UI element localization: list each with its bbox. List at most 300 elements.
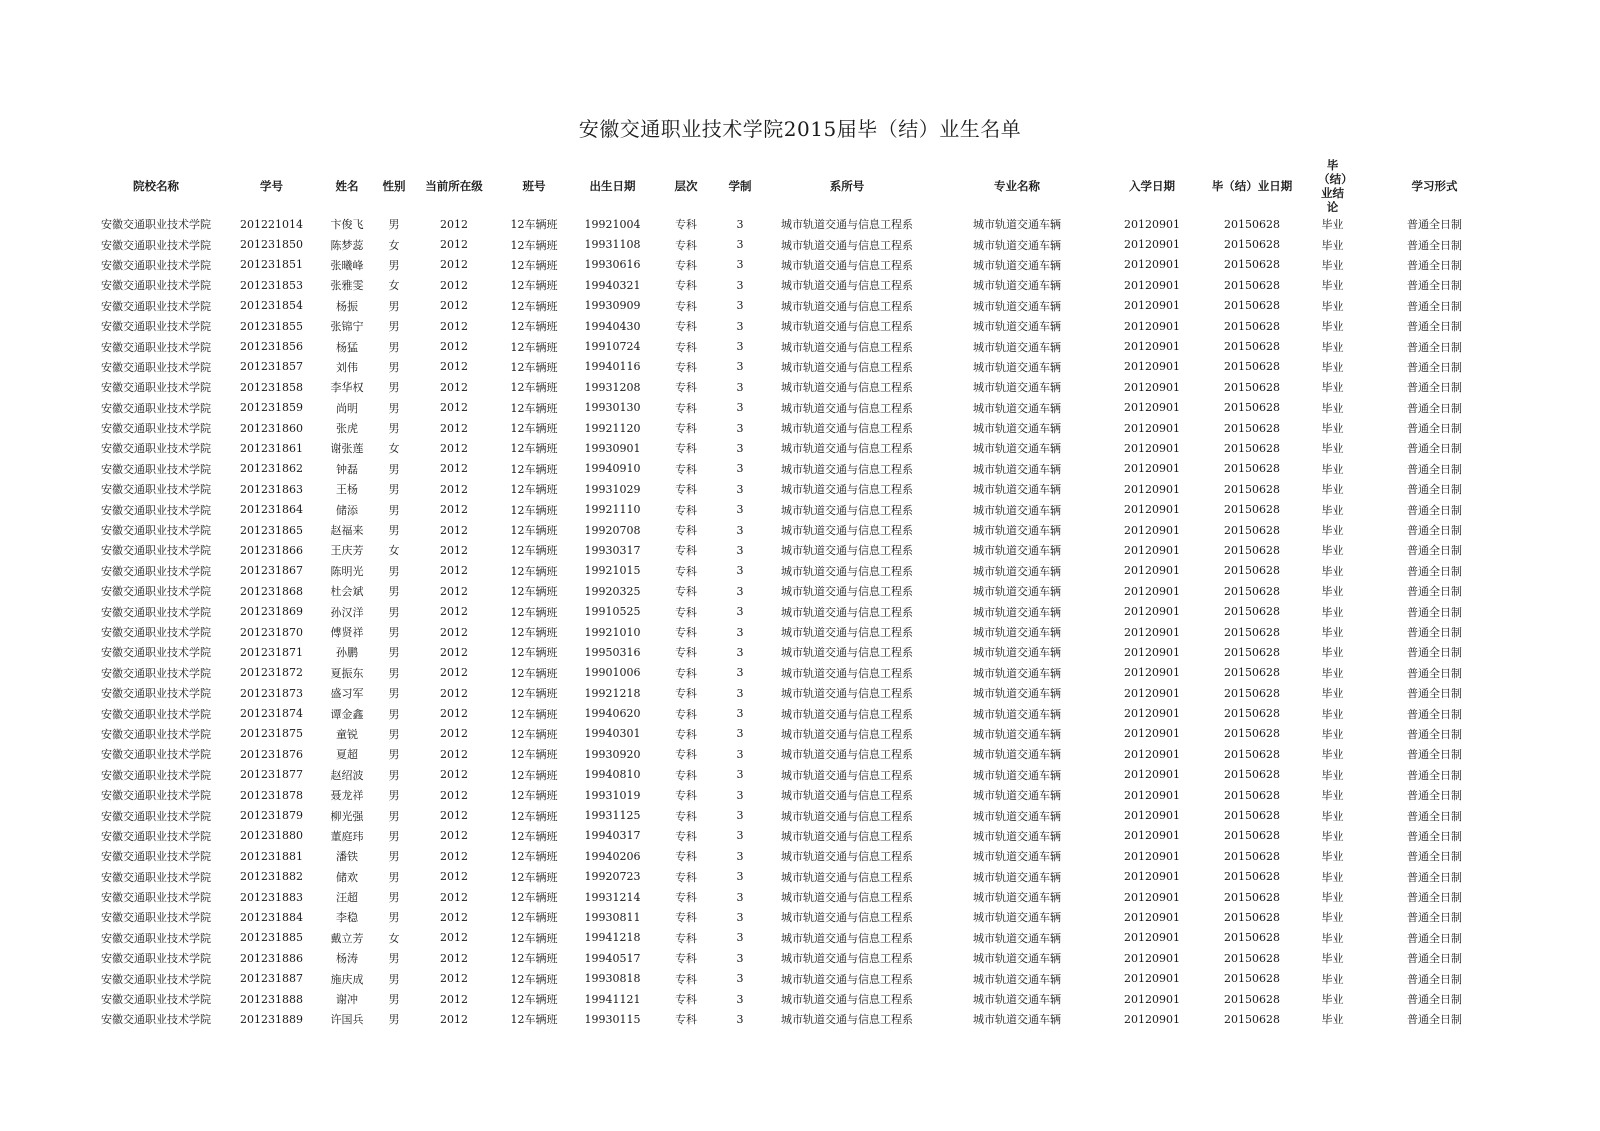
- cell-graduation-date: 20150628: [1224, 360, 1280, 374]
- cell-birth-date: 19940810: [584, 768, 641, 782]
- cell-department: 城市轨道交通与信息工程系: [781, 483, 913, 497]
- cell-graduation-conclusion: 毕业: [1321, 218, 1344, 232]
- document-title: 安徽交通职业技术学院2015届毕（结）业生名单: [578, 117, 1022, 141]
- cell-department: 城市轨道交通与信息工程系: [781, 279, 913, 293]
- cell-student-id: 201231854: [240, 299, 303, 313]
- cell-birth-date: 19921015: [584, 564, 641, 578]
- cell-gender: 男: [388, 789, 400, 803]
- cell-gender: 男: [388, 687, 400, 701]
- cell-department: 城市轨道交通与信息工程系: [781, 891, 913, 905]
- cell-level: 专科: [675, 952, 697, 966]
- table-row: [86, 642, 1506, 662]
- cell-student-id: 201231867: [240, 564, 303, 578]
- cell-duration: 3: [736, 870, 744, 884]
- cell-graduation-conclusion: 毕业: [1321, 381, 1344, 395]
- cell-birth-date: 19931214: [584, 890, 641, 904]
- cell-birth-date: 19930616: [584, 258, 641, 272]
- cell-major: 城市轨道交通车辆: [973, 218, 1061, 232]
- cell-department: 城市轨道交通与信息工程系: [781, 544, 913, 558]
- cell-duration: 3: [736, 951, 744, 965]
- cell-birth-date: 19921218: [584, 686, 641, 700]
- cell-gender: 女: [388, 544, 400, 558]
- cell-enroll-date: 20120901: [1124, 238, 1180, 252]
- cell-major: 城市轨道交通车辆: [973, 707, 1061, 721]
- cell-name: 童锐: [336, 727, 358, 741]
- cell-graduation-date: 20150628: [1224, 992, 1280, 1006]
- cell-school: 安徽交通职业技术学院: [101, 768, 211, 782]
- cell-name: 杜会斌: [330, 585, 364, 599]
- cell-graduation-date: 20150628: [1224, 788, 1280, 802]
- cell-student-id: 201231864: [240, 503, 303, 517]
- cell-class: 12车辆班: [510, 422, 558, 436]
- cell-gender: 男: [388, 340, 400, 354]
- cell-major: 城市轨道交通车辆: [973, 401, 1061, 415]
- cell-enroll-date: 20120901: [1124, 503, 1180, 517]
- col-header-student-id: 学号: [260, 179, 283, 193]
- cell-study-mode: 普通全日制: [1407, 585, 1462, 599]
- cell-graduation-conclusion: 毕业: [1321, 626, 1344, 639]
- cell-class: 12车辆班: [510, 524, 558, 538]
- cell-student-id: 201231859: [240, 401, 303, 415]
- table-row: [86, 357, 1506, 377]
- cell-enroll-date: 20120901: [1124, 564, 1180, 578]
- cell-birth-date: 19930909: [584, 299, 641, 313]
- cell-duration: 3: [736, 645, 744, 659]
- cell-level: 专科: [675, 585, 697, 599]
- cell-school: 安徽交通职业技术学院: [101, 911, 211, 925]
- cell-department: 城市轨道交通与信息工程系: [781, 462, 913, 476]
- cell-department: 城市轨道交通与信息工程系: [781, 320, 913, 334]
- cell-gender: 男: [388, 218, 400, 232]
- cell-level: 专科: [675, 809, 697, 823]
- table-row: [86, 724, 1506, 744]
- cell-birth-date: 19940206: [584, 849, 641, 863]
- cell-study-mode: 普通全日制: [1407, 340, 1462, 354]
- cell-level: 专科: [675, 218, 697, 232]
- cell-study-mode: 普通全日制: [1407, 524, 1462, 538]
- cell-gender: 男: [388, 483, 400, 497]
- cell-graduation-conclusion: 毕业: [1321, 666, 1344, 680]
- cell-student-id: 201231878: [240, 788, 303, 802]
- cell-gender: 男: [388, 320, 400, 334]
- cell-current-grade: 2012: [440, 645, 468, 659]
- cell-name: 刘伟: [336, 360, 358, 374]
- cell-school: 安徽交通职业技术学院: [101, 952, 211, 966]
- cell-graduation-date: 20150628: [1224, 829, 1280, 843]
- cell-school: 安徽交通职业技术学院: [101, 462, 211, 476]
- cell-class: 12车辆班: [510, 258, 558, 272]
- cell-level: 专科: [675, 544, 697, 558]
- cell-graduation-conclusion: 毕业: [1321, 340, 1344, 354]
- cell-enroll-date: 20120901: [1124, 992, 1180, 1006]
- cell-class: 12车辆班: [510, 911, 558, 925]
- cell-school: 安徽交通职业技术学院: [101, 320, 211, 334]
- cell-duration: 3: [736, 1012, 744, 1026]
- cell-birth-date: 19940321: [584, 278, 641, 292]
- cell-name: 施庆成: [330, 972, 364, 986]
- cell-name: 储添: [336, 503, 358, 517]
- cell-enroll-date: 20120901: [1124, 278, 1180, 292]
- cell-class: 12车辆班: [510, 218, 558, 232]
- cell-graduation-date: 20150628: [1224, 747, 1280, 761]
- cell-school: 安徽交通职业技术学院: [101, 524, 211, 538]
- cell-major: 城市轨道交通车辆: [973, 238, 1061, 252]
- cell-birth-date: 19921010: [584, 625, 641, 639]
- cell-duration: 3: [736, 972, 744, 986]
- cell-graduation-date: 20150628: [1224, 462, 1280, 476]
- cell-school: 安徽交通职业技术学院: [101, 972, 211, 986]
- cell-department: 城市轨道交通与信息工程系: [781, 605, 913, 619]
- cell-birth-date: 19901006: [584, 666, 641, 680]
- cell-birth-date: 19931108: [584, 238, 641, 252]
- cell-level: 专科: [675, 320, 697, 334]
- cell-student-id: 201231885: [240, 931, 303, 945]
- cell-major: 城市轨道交通车辆: [973, 544, 1061, 558]
- cell-enroll-date: 20120901: [1124, 747, 1180, 761]
- cell-duration: 3: [736, 686, 744, 700]
- table-row: [86, 785, 1506, 805]
- cell-study-mode: 普通全日制: [1407, 870, 1462, 884]
- cell-department: 城市轨道交通与信息工程系: [781, 564, 913, 578]
- cell-graduation-date: 20150628: [1224, 258, 1280, 272]
- cell-enroll-date: 20120901: [1124, 870, 1180, 884]
- cell-department: 城市轨道交通与信息工程系: [781, 524, 913, 538]
- cell-school: 安徽交通职业技术学院: [101, 585, 211, 599]
- cell-graduation-date: 20150628: [1224, 849, 1280, 863]
- cell-graduation-conclusion: 毕业: [1321, 299, 1344, 313]
- cell-study-mode: 普通全日制: [1407, 952, 1462, 966]
- cell-student-id: 201231856: [240, 340, 303, 354]
- cell-current-grade: 2012: [440, 707, 468, 721]
- cell-graduation-conclusion: 毕业: [1321, 564, 1344, 578]
- cell-duration: 3: [736, 380, 744, 394]
- cell-class: 12车辆班: [510, 401, 558, 415]
- cell-study-mode: 普通全日制: [1407, 687, 1462, 701]
- cell-current-grade: 2012: [440, 890, 468, 904]
- cell-major: 城市轨道交通车辆: [973, 666, 1061, 680]
- cell-study-mode: 普通全日制: [1407, 503, 1462, 517]
- cell-gender: 男: [388, 666, 400, 680]
- cell-study-mode: 普通全日制: [1407, 789, 1462, 803]
- cell-enroll-date: 20120901: [1124, 910, 1180, 924]
- cell-birth-date: 19940317: [584, 829, 641, 843]
- cell-study-mode: 普通全日制: [1407, 442, 1462, 456]
- cell-student-id: 201221014: [240, 217, 303, 231]
- cell-department: 城市轨道交通与信息工程系: [781, 626, 913, 639]
- cell-enroll-date: 20120901: [1124, 258, 1180, 272]
- table-row: [86, 316, 1506, 336]
- cell-level: 专科: [675, 340, 697, 354]
- cell-birth-date: 19910724: [584, 340, 641, 354]
- cell-department: 城市轨道交通与信息工程系: [781, 218, 913, 232]
- cell-student-id: 201231860: [240, 421, 303, 435]
- cell-birth-date: 19940620: [584, 707, 641, 721]
- cell-name: 李华权: [330, 381, 364, 395]
- cell-graduation-date: 20150628: [1224, 441, 1280, 455]
- cell-enroll-date: 20120901: [1124, 299, 1180, 313]
- cell-school: 安徽交通职业技术学院: [101, 299, 211, 313]
- table-row: [86, 622, 1506, 642]
- cell-graduation-conclusion: 毕业: [1321, 483, 1344, 497]
- cell-gender: 男: [388, 952, 400, 966]
- cell-student-id: 201231868: [240, 584, 303, 598]
- cell-major: 城市轨道交通车辆: [973, 320, 1061, 334]
- cell-major: 城市轨道交通车辆: [973, 524, 1061, 538]
- cell-birth-date: 19920723: [584, 870, 641, 884]
- cell-enroll-date: 20120901: [1124, 951, 1180, 965]
- cell-graduation-conclusion: 毕业: [1321, 707, 1344, 721]
- cell-class: 12车辆班: [510, 483, 558, 497]
- cell-name: 聂龙祥: [330, 789, 364, 803]
- cell-enroll-date: 20120901: [1124, 605, 1180, 619]
- cell-class: 12车辆班: [510, 503, 558, 517]
- cell-enroll-date: 20120901: [1124, 666, 1180, 680]
- cell-gender: 女: [388, 931, 400, 945]
- cell-birth-date: 19930317: [584, 543, 641, 557]
- cell-graduation-date: 20150628: [1224, 645, 1280, 659]
- cell-class: 12车辆班: [510, 381, 558, 395]
- cell-current-grade: 2012: [440, 340, 468, 354]
- cell-name: 董庭玮: [330, 829, 364, 843]
- cell-gender: 男: [388, 585, 400, 599]
- table-row: [86, 275, 1506, 295]
- cell-gender: 男: [388, 993, 400, 1007]
- cell-major: 城市轨道交通车辆: [973, 870, 1061, 884]
- cell-duration: 3: [736, 788, 744, 802]
- cell-student-id: 201231874: [240, 707, 303, 721]
- cell-current-grade: 2012: [440, 666, 468, 680]
- cell-school: 安徽交通职业技术学院: [101, 727, 211, 741]
- cell-name: 傅贤祥: [330, 626, 364, 639]
- cell-department: 城市轨道交通与信息工程系: [781, 381, 913, 395]
- col-header-enroll-date: 入学日期: [1129, 179, 1175, 193]
- cell-major: 城市轨道交通车辆: [973, 952, 1061, 966]
- cell-level: 专科: [675, 748, 697, 762]
- cell-name: 陈梦蕊: [330, 238, 364, 252]
- cell-enroll-date: 20120901: [1124, 890, 1180, 904]
- cell-major: 城市轨道交通车辆: [973, 605, 1061, 619]
- cell-duration: 3: [736, 849, 744, 863]
- cell-name: 杨猛: [336, 340, 358, 354]
- cell-school: 安徽交通职业技术学院: [101, 422, 211, 436]
- cell-graduation-conclusion: 毕业: [1321, 829, 1344, 843]
- cell-major: 城市轨道交通车辆: [973, 768, 1061, 782]
- cell-department: 城市轨道交通与信息工程系: [781, 585, 913, 599]
- cell-enroll-date: 20120901: [1124, 543, 1180, 557]
- cell-duration: 3: [736, 238, 744, 252]
- cell-department: 城市轨道交通与信息工程系: [781, 299, 913, 313]
- cell-enroll-date: 20120901: [1124, 829, 1180, 843]
- cell-level: 专科: [675, 727, 697, 741]
- cell-student-id: 201231858: [240, 380, 303, 394]
- cell-department: 城市轨道交通与信息工程系: [781, 360, 913, 374]
- cell-level: 专科: [675, 666, 697, 680]
- cell-major: 城市轨道交通车辆: [973, 748, 1061, 762]
- cell-school: 安徽交通职业技术学院: [101, 483, 211, 497]
- cell-level: 专科: [675, 503, 697, 517]
- cell-birth-date: 19931029: [584, 482, 641, 496]
- col-header-birth-date: 出生日期: [589, 179, 636, 193]
- cell-study-mode: 普通全日制: [1407, 891, 1462, 905]
- table-row: [86, 398, 1506, 418]
- cell-school: 安徽交通职业技术学院: [101, 360, 211, 374]
- cell-current-grade: 2012: [440, 258, 468, 272]
- cell-school: 安徽交通职业技术学院: [101, 931, 211, 945]
- cell-level: 专科: [675, 279, 697, 293]
- cell-major: 城市轨道交通车辆: [973, 279, 1061, 293]
- cell-graduation-date: 20150628: [1224, 972, 1280, 986]
- cell-student-id: 201231879: [240, 809, 303, 823]
- cell-graduation-conclusion: 毕业: [1321, 279, 1344, 293]
- cell-duration: 3: [736, 747, 744, 761]
- cell-name: 卞俊飞: [330, 218, 364, 232]
- cell-school: 安徽交通职业技术学院: [101, 809, 211, 823]
- cell-study-mode: 普通全日制: [1407, 544, 1462, 558]
- table-row: [86, 663, 1506, 683]
- cell-department: 城市轨道交通与信息工程系: [781, 666, 913, 680]
- cell-level: 专科: [675, 483, 697, 497]
- cell-school: 安徽交通职业技术学院: [101, 544, 211, 558]
- cell-school: 安徽交通职业技术学院: [101, 564, 211, 578]
- cell-duration: 3: [736, 340, 744, 354]
- cell-gender: 男: [388, 1013, 400, 1027]
- cell-school: 安徽交通职业技术学院: [101, 218, 211, 232]
- cell-class: 12车辆班: [510, 687, 558, 701]
- cell-class: 12车辆班: [510, 564, 558, 578]
- cell-gender: 男: [388, 707, 400, 721]
- cell-level: 专科: [675, 462, 697, 476]
- cell-level: 专科: [675, 789, 697, 803]
- cell-department: 城市轨道交通与信息工程系: [781, 789, 913, 803]
- cell-school: 安徽交通职业技术学院: [101, 646, 211, 660]
- cell-duration: 3: [736, 523, 744, 537]
- cell-graduation-date: 20150628: [1224, 238, 1280, 252]
- cell-study-mode: 普通全日制: [1407, 483, 1462, 497]
- cell-level: 专科: [675, 564, 697, 578]
- cell-graduation-date: 20150628: [1224, 319, 1280, 333]
- cell-level: 专科: [675, 422, 697, 436]
- cell-graduation-date: 20150628: [1224, 421, 1280, 435]
- col-header-department: 系所号: [829, 179, 865, 193]
- cell-current-grade: 2012: [440, 238, 468, 252]
- cell-enroll-date: 20120901: [1124, 584, 1180, 598]
- cell-major: 城市轨道交通车辆: [973, 442, 1061, 456]
- cell-graduation-conclusion: 毕业: [1321, 972, 1344, 986]
- col-header-major: 专业名称: [994, 179, 1040, 193]
- cell-duration: 3: [736, 258, 744, 272]
- cell-student-id: 201231871: [240, 645, 303, 659]
- cell-graduation-date: 20150628: [1224, 401, 1280, 415]
- cell-current-grade: 2012: [440, 441, 468, 455]
- cell-duration: 3: [736, 992, 744, 1006]
- table-row: [86, 214, 1506, 234]
- cell-current-grade: 2012: [440, 910, 468, 924]
- cell-department: 城市轨道交通与信息工程系: [781, 422, 913, 436]
- cell-graduation-conclusion: 毕业: [1321, 870, 1344, 884]
- cell-name: 夏超: [336, 748, 358, 762]
- cell-department: 城市轨道交通与信息工程系: [781, 727, 913, 741]
- cell-study-mode: 普通全日制: [1407, 258, 1462, 272]
- cell-enroll-date: 20120901: [1124, 482, 1180, 496]
- cell-study-mode: 普通全日制: [1407, 238, 1462, 252]
- cell-current-grade: 2012: [440, 768, 468, 782]
- cell-gender: 男: [388, 850, 400, 864]
- cell-study-mode: 普通全日制: [1407, 605, 1462, 619]
- cell-duration: 3: [736, 482, 744, 496]
- cell-class: 12车辆班: [510, 666, 558, 680]
- cell-major: 城市轨道交通车辆: [973, 564, 1061, 578]
- cell-department: 城市轨道交通与信息工程系: [781, 238, 913, 252]
- cell-duration: 3: [736, 299, 744, 313]
- roster-body: [86, 214, 1506, 1030]
- cell-student-id: 201231875: [240, 727, 303, 741]
- cell-graduation-conclusion: 毕业: [1321, 544, 1344, 558]
- cell-birth-date: 19921120: [584, 421, 641, 435]
- cell-graduation-date: 20150628: [1224, 890, 1280, 904]
- cell-current-grade: 2012: [440, 482, 468, 496]
- cell-duration: 3: [736, 707, 744, 721]
- cell-duration: 3: [736, 625, 744, 639]
- cell-duration: 3: [736, 890, 744, 904]
- cell-enroll-date: 20120901: [1124, 768, 1180, 782]
- cell-level: 专科: [675, 768, 697, 782]
- cell-name: 柳光强: [330, 809, 364, 823]
- cell-graduation-date: 20150628: [1224, 686, 1280, 700]
- cell-enroll-date: 20120901: [1124, 788, 1180, 802]
- table-row: [86, 989, 1506, 1009]
- cell-current-grade: 2012: [440, 788, 468, 802]
- table-row: [86, 826, 1506, 846]
- cell-graduation-date: 20150628: [1224, 951, 1280, 965]
- cell-student-id: 201231888: [240, 992, 303, 1006]
- cell-level: 专科: [675, 993, 697, 1007]
- cell-enroll-date: 20120901: [1124, 707, 1180, 721]
- cell-birth-date: 19940301: [584, 727, 641, 741]
- cell-study-mode: 普通全日制: [1407, 829, 1462, 843]
- cell-class: 12车辆班: [510, 299, 558, 313]
- table-row: [86, 744, 1506, 764]
- cell-student-id: 201231862: [240, 462, 303, 476]
- cell-major: 城市轨道交通车辆: [973, 422, 1061, 436]
- cell-duration: 3: [736, 319, 744, 333]
- cell-department: 城市轨道交通与信息工程系: [781, 503, 913, 517]
- cell-study-mode: 普通全日制: [1407, 381, 1462, 395]
- cell-name: 谢张莲: [330, 442, 364, 456]
- cell-current-grade: 2012: [440, 299, 468, 313]
- cell-student-id: 201231850: [240, 238, 303, 252]
- cell-graduation-date: 20150628: [1224, 278, 1280, 292]
- cell-duration: 3: [736, 421, 744, 435]
- cell-student-id: 201231883: [240, 890, 303, 904]
- cell-gender: 男: [388, 809, 400, 823]
- cell-graduation-date: 20150628: [1224, 605, 1280, 619]
- cell-major: 城市轨道交通车辆: [973, 381, 1061, 395]
- cell-name: 夏振东: [330, 666, 364, 680]
- cell-birth-date: 19941121: [584, 992, 641, 1006]
- cell-study-mode: 普通全日制: [1407, 360, 1462, 374]
- cell-gender: 男: [388, 524, 400, 538]
- cell-graduation-conclusion: 毕业: [1321, 360, 1344, 374]
- cell-class: 12车辆班: [510, 952, 558, 966]
- cell-class: 12车辆班: [510, 320, 558, 334]
- cell-department: 城市轨道交通与信息工程系: [781, 931, 913, 945]
- cell-major: 城市轨道交通车辆: [973, 462, 1061, 476]
- cell-class: 12车辆班: [510, 605, 558, 619]
- cell-graduation-date: 20150628: [1224, 543, 1280, 557]
- cell-department: 城市轨道交通与信息工程系: [781, 993, 913, 1007]
- cell-class: 12车辆班: [510, 1013, 558, 1027]
- cell-school: 安徽交通职业技术学院: [101, 258, 211, 272]
